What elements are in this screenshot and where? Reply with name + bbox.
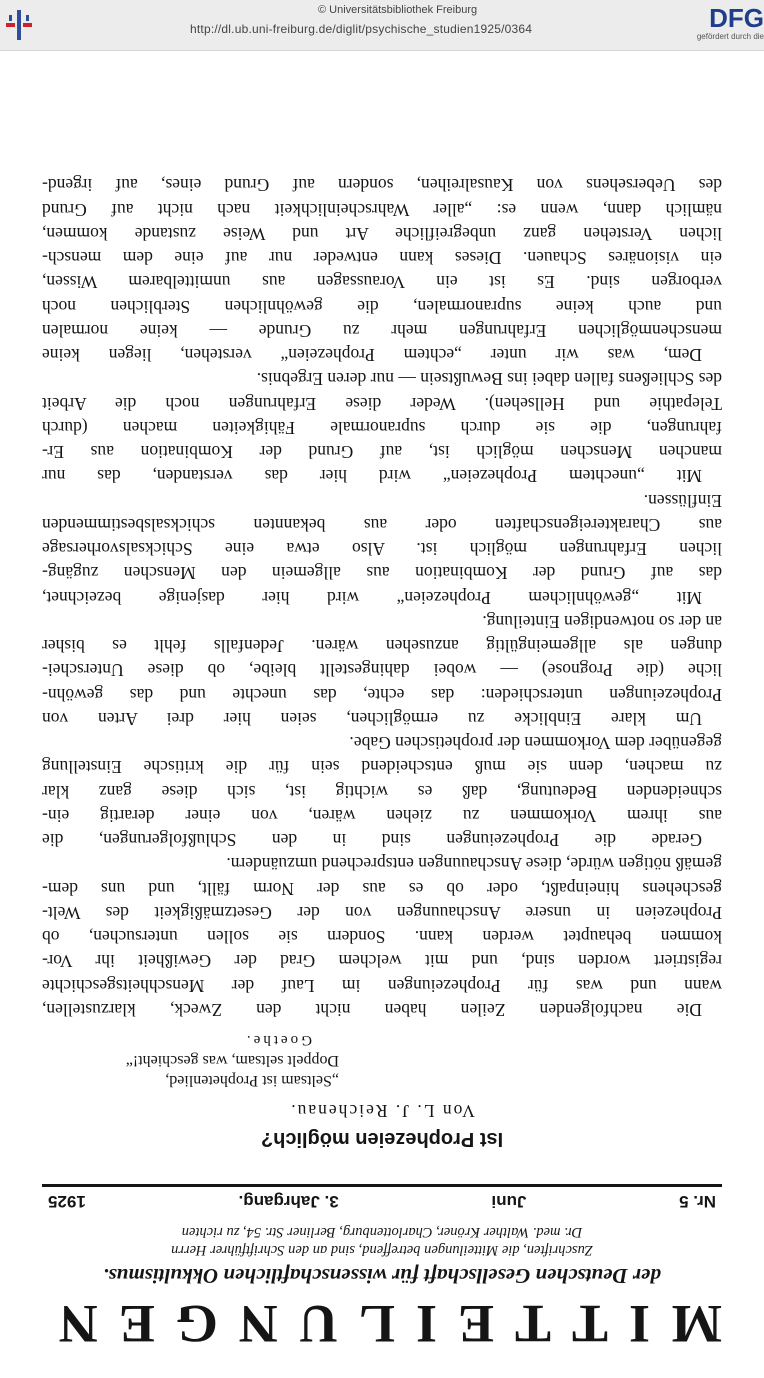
text-line: Die nachfolgenden Zeilen haben nicht den Zweck, klarzustellen, xyxy=(42,1000,702,1020)
text-line: an der so notwendigen Einteilung. xyxy=(482,612,722,632)
text-line: nämlich dann, wenn es: „aller Wahrscheinlichkeit nach nicht auf Grund xyxy=(42,199,722,220)
text-line: verborgen sind. Es ist ein Voraussagen aus unmittelbarem Wissen, xyxy=(42,272,722,293)
article-motto xyxy=(42,1050,339,1090)
text-line: Mit „unechtem Prophezeien“ wird hier das verstanden, das nur xyxy=(42,466,702,487)
text-line: lichen Verstehen ganz unbegreifliche Art und Weise zustande kommen, xyxy=(42,224,722,244)
dfg-logo-subtitle: gefördert durch die xyxy=(696,32,764,41)
address-line: Zuschriften, die Mitteilungen betreffend, sind an den Schriftführer Herrn xyxy=(171,1242,593,1258)
issue-info-bar xyxy=(42,1184,722,1219)
text-line: schneidenden Bedeutung, daß es wichtig ist, sich diese ganz klar xyxy=(42,781,722,802)
issue-volume: 3. Jahrgang. xyxy=(238,1192,339,1211)
text-line: dungen als allgemeingültig anzusehen wären. Jedenfalls fehlt es bisher xyxy=(42,636,722,657)
address-line: Dr. med. Walther Kröner, Charlottenburg, Berliner Str. 54, zu richten xyxy=(181,1224,583,1240)
paragraph xyxy=(42,173,722,367)
text-line: gemäß nötigen würde, diese Anschauungen entsprechend umzuändern. xyxy=(226,854,722,875)
text-line: des Schließens fallen dabei ins Bewußtsein — nur deren Ergebnis. xyxy=(256,369,722,390)
text-line: liche (die Prognose) — wobei dahingestellt bleibe, ob diese Unterschei- xyxy=(42,660,722,681)
paragraph xyxy=(42,489,722,610)
text-line: registriert worden sind, und mit welchem Grad der Gewißheit ihr Vor- xyxy=(42,951,722,972)
text-line: Prophezeiungen unterschieden: das echte, das unechte und das gewöhn- xyxy=(42,684,722,705)
text-line: kommen behauptet werden kann. Sondern sie sollen untersuchen, ob xyxy=(42,927,722,948)
issue-month: Juni xyxy=(491,1192,527,1211)
text-line: aus ihrem Vorkommen zu ziehen wären, von einer derartig ein- xyxy=(42,806,722,826)
journal-page xyxy=(37,173,722,1360)
text-line: Telepathie und Hellsehen). Weder diese Erfahrungen noch die Arbeit xyxy=(42,393,722,414)
paragraph xyxy=(42,610,722,731)
text-line: gegenüber dem Vorkommen der prophetischen Gabe. xyxy=(349,733,722,754)
paragraph xyxy=(42,852,722,1022)
text-line: des Uebersehens von Kausalreihen, sondern auf Grund eines, auf irgend- xyxy=(42,175,722,196)
dfg-logo-mark: DFG xyxy=(709,4,764,33)
university-logo-icon[interactable] xyxy=(6,10,32,40)
text-line: Gerade die Prophezeiungen sind in den Schlußfolgerungen, die xyxy=(42,830,702,851)
text-line: und auch keine supranormalen, die gewöhnlichen Sterblichen noch xyxy=(42,296,722,317)
text-line: lichen Erfahrungen möglich ist. Also etwa eine Schicksalsvorhersage xyxy=(42,539,722,560)
copyright-notice: © Universitätsbibliothek Freiburg xyxy=(318,4,478,16)
text-line: Mit „gewöhnlichem Prophezeien“ wird hier dasjenige bezeichnet, xyxy=(42,587,702,608)
issue-year: 1925 xyxy=(48,1192,86,1211)
text-line: Um klare Einblicke zu ermöglichen, seien hier drei Arten von xyxy=(42,709,702,729)
text-line: menschenmöglichen Erfahrungen mehr zu Grunde — keine normalen xyxy=(42,321,722,341)
article-title: Ist Prophezeien möglich? xyxy=(260,1128,504,1150)
text-line: geschehens hineinpaßt, oder ob es aus der Norm fällt, und uns dem- xyxy=(42,878,722,899)
text-line: zu machen, denn sie muß entscheidend sein für die kritische Einstellung xyxy=(42,757,722,778)
editor-address xyxy=(42,1223,722,1259)
scanned-page-rotated xyxy=(0,52,764,1378)
text-line: aus Charaktereigenschaften oder aus bekannten schicksalsbestimmenden xyxy=(42,515,722,535)
text-line: Dem, was wir unter „echtem Prophezeien“ verstehen, liegen keine xyxy=(42,345,702,366)
article-author: Von L. J. Reichenau. xyxy=(289,1101,475,1121)
issue-number: Nr. 5 xyxy=(679,1192,716,1211)
text-line: wann und was für Prophezeiungen im Lauf der Menschheitsgeschichte xyxy=(42,975,722,996)
motto-author: Goethe. xyxy=(243,1032,312,1048)
text-line: Prophezeien in unsere Anschauungen von der Gesetzmäßigkeit des Welt- xyxy=(42,903,722,923)
article-body xyxy=(42,173,722,1022)
scanned-page-viewport xyxy=(0,52,764,1378)
masthead-title: MITTEILUNGEN xyxy=(37,1294,722,1354)
motto-line: Doppelt seltsam, was geschieht!“ xyxy=(125,1052,339,1069)
paragraph xyxy=(42,367,722,488)
viewer-toolbar xyxy=(0,0,764,51)
motto-line: „Seltsam ist Prophetenlied, xyxy=(165,1072,339,1089)
dfg-logo[interactable] xyxy=(694,4,764,46)
masthead-subtitle: der Deutschen Gesellschaft für wissenschaftlichen Okkultismus. xyxy=(103,1264,661,1288)
text-line: das auf Grund der Kombination aus allgemein den Menschen zugäng- xyxy=(42,563,722,584)
page-url-link[interactable]: http://dl.ub.uni-freiburg.de/diglit/psychische_studien1925/0364 xyxy=(190,22,533,36)
text-line: Einflüssen. xyxy=(643,490,722,511)
text-line: fahrungen, die sie durch supranormale Fähigkeiten machen (durch xyxy=(42,418,722,438)
paragraph xyxy=(42,731,722,852)
text-line: manchen Menschen möglich ist, auf Grund der Kombination aus Er- xyxy=(42,442,722,463)
text-line: ein visionäres Schauen. Dieses kann entweder nur auf eine dem mensch- xyxy=(42,248,722,269)
